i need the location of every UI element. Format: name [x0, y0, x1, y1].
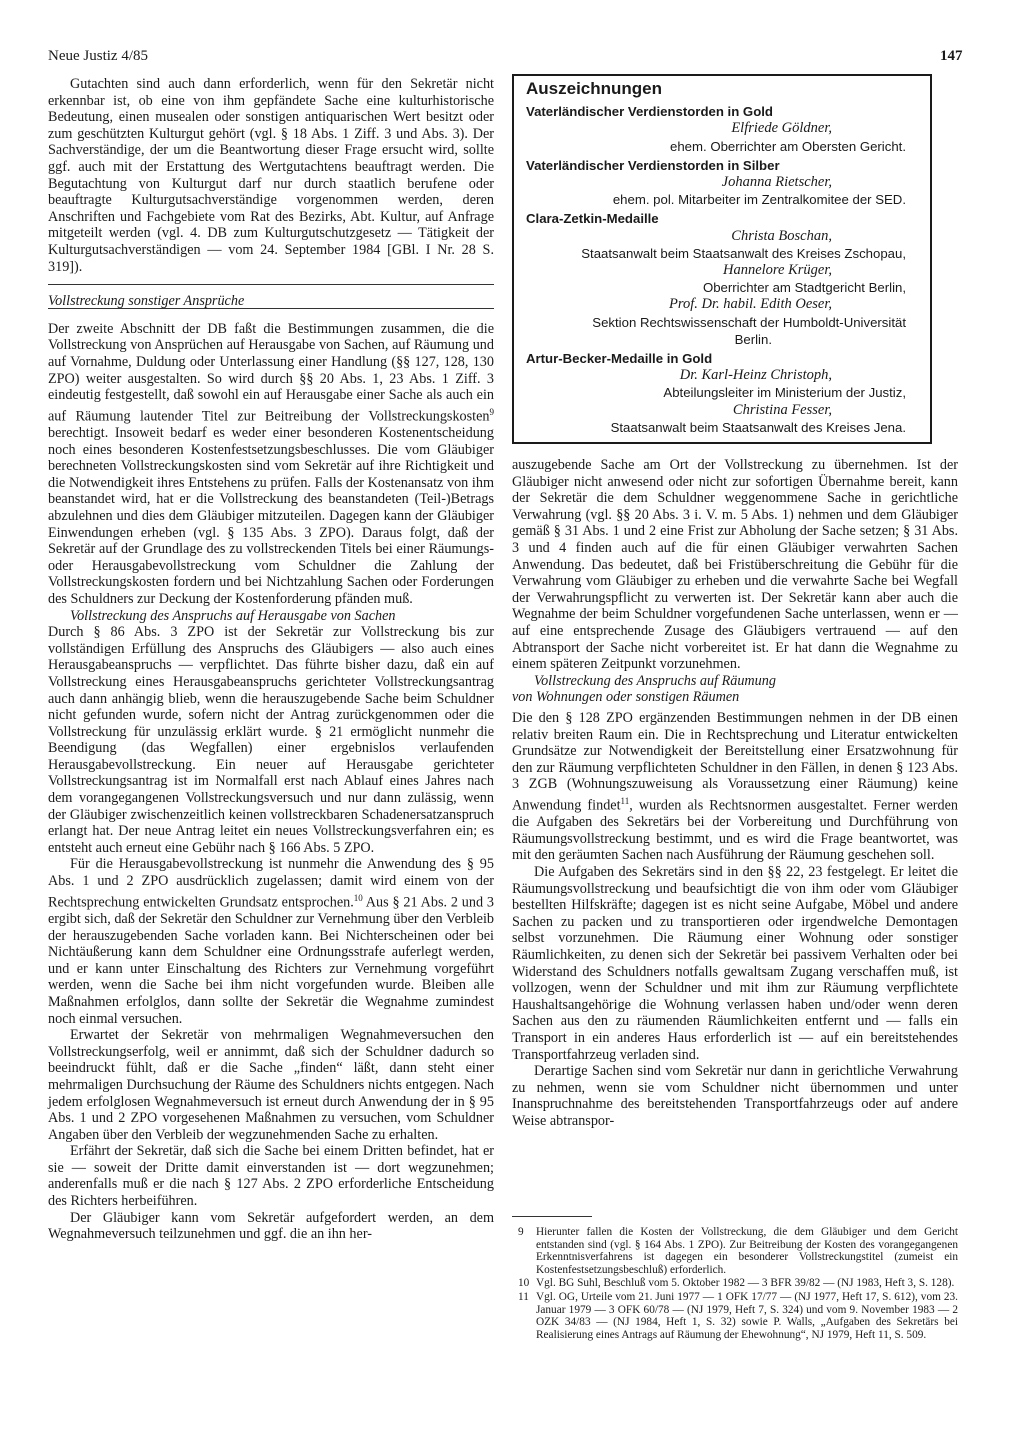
person-description: Staatsanwalt beim Staatsanwalt des Kreises Zschopau,: [581, 245, 906, 261]
person-description: ehem. Oberrichter am Obersten Gericht.: [670, 138, 906, 154]
subheading-raeumung: Vollstreckung des Anspruchs auf Räumung von Wohnungen oder sonstigen Räumen: [512, 672, 776, 706]
person-description: Staatsanwalt beim Staatsanwalt des Kreises Jena.: [610, 419, 906, 435]
right-column: [512, 457, 958, 1129]
footnote: 11 Vgl. OG, Urteile vom 21. Juni 1977 — 1 OFK 17/77 — (NJ 1977, Heft 17, S. 612), vom 23. Januar 1979 — 3 OFK 60/78 — (NJ 1979, Heft 7, S. 324) und vom 9. November 1983 — 2 OZK 34/83 — (NJ 1984, Heft 1, S. 32) sowie P. Walls, „Aufgaben des Sekretärs bei Realisierung eines Antrags auf Räumung der Ehewohnung“, NJ 1979, Heft 11, S. 509.: [518, 1290, 958, 1341]
footnote: 9 Hierunter fallen die Kosten der Vollstreckung, die dem Gläubiger und dem Gericht entstanden sind (vgl. § 164 Abs. 1 ZPO). Zur Beitreibung der Kosten des vorangegangenen Erkenntnisverfahrens ist dagegen ein besonderer Vollstreckungstitel (zumeist ein Kostenfestsetzungsbeschluß) erforderlich.: [518, 1226, 958, 1276]
person-description: Berlin.: [734, 331, 772, 347]
paragraph: Erwartet der Sekretär von mehrmaligen Wegnahmeversuchen den Vollstreckungserfolg, weil er annimmt, daß sich der Schuldner dadurch so beeindruckt fühlt, daß er die Sache „finden“ läßt, dann steht einer mehrmaligen Durchsuchung der Räume des Schuldners nichts entgegen. Nach jedem erfolglosen Wegnahmeversuch ist erneut durch Anwendung der in § 95 Abs. 1 und 2 ZPO vorgesehenen Maßnahmen zu versuchen, vom Schuldner Angaben über den Verbleib der wegzunehmenden Sache zu erhalten.: [48, 1027, 494, 1143]
paragraph: Der Gläubiger kann vom Sekretär aufgefordert werden, an dem Wegnahmeversuch teilzunehmen und ggf. die an ihn her-: [48, 1209, 494, 1243]
award-title: Clara-Zetkin-Medaille: [526, 211, 659, 227]
person-description: Abteilungsleiter im Ministerium der Justiz,: [663, 385, 906, 401]
person-name: Prof. Dr. habil. Edith Oeser,: [669, 296, 832, 313]
person-name: Dr. Karl-Heinz Christoph,: [679, 367, 832, 384]
footnotes: [518, 1226, 958, 1342]
paragraph: Die den § 128 ZPO ergänzenden Bestimmungen nehmen in der DB einen relativ breiten Raum ein. Die in Rechtsprechung und Literatur entwickelten Grundsätze zur Notwendigkeit der Bereitstellung einer Ersatzwohnung für den zur Räumung verpflichteten Schuldner in den Fällen, in denen § 123 Abs. 3 ZGB (Wohnungszuweisung als Voraussetzung einer Räumung) keine Anwendung findet$^{11}$, wurden als Rechtsnormen ausgestaltet. Ferner werden die Aufgaben des Sekretärs bei der Vorbereitung und Durchführung von Räumungsvollstreckung bestimmt, und es wird die Frage beantwortet, was mit den geräumten Sachen nach Ausführung der Räumung geschehen soll.: [512, 709, 958, 864]
award-title: Vaterländischer Verdienstorden in Gold: [526, 104, 773, 120]
journal-issue: Neue Justiz 4/85: [48, 48, 148, 64]
subheading-herausgabe: Vollstreckung des Anspruchs auf Herausgabe von Sachen: [70, 607, 396, 624]
awards-title: Auszeichnungen: [526, 79, 663, 98]
awards-box: [512, 74, 932, 444]
paragraph: Die Aufgaben des Sekretärs sind in den §§ 22, 23 festgelegt. Er leitet die Räumungsvollstreckung und beaufsichtigt die von ihm oder vom Gläubiger bestellten Hilfskräfte; dagegen ist es nicht seine Aufgabe, Möbel und andere Sachen zu packen und zu transportieren oder irgendwelche Demontagen selbst vorzunehmen. Die Räumung einer Wohnung oder sonstiger Räumlichkeiten, zu denen sich der Sekretär bei passivem Verhalten oder bei Widerstand des Schuldners notfalls gewaltsam Zugang verschaffen muß, ist vollzogen, wenn der Schuldner und mit ihm zur Räumung verpflichtete Haushaltsangehörige die Wohnung verlassen haben und/oder wenn deren Sachen aus den zu räumenden Räumlichkeiten entfernt und — falls ein Transport in ein anderes Haus erforderlich ist — auf ein bereitstehendes Transportfahrzeug verladen sind.: [512, 863, 958, 1063]
left-column: [48, 76, 494, 1243]
intro-paragraph: Gutachten sind auch dann erforderlich, wenn für den Sekretär nicht erkennbar ist, ob eine von ihm gepfändete Sache eine kulturhistorische Bedeutung, einen musealen oder sonstigen antiquarischen Wert besitzt oder zum geschützten Kulturgut gehört (vgl. § 18 Abs. 1 Ziff. 3 und Abs. 3). Der Sachverständige, der um die Beantwortung dieser Frage ersucht wird, sollte ggf. auch mit der Erstattung des Wertgutachtens beauftragt werden. Die Begutachtung von Kulturgut darf nur durch staatlich berufene oder beauftragte Kulturgutsachverständige vorgenommen werden, deren Anschriften und Fachgebiete vom Rat des Bezirks, Abt. Kultur, auf Anfrage mitgeteilt werden (vgl. 4. DB zum Kulturgutschutzgesetz — Tätigkeit der Kulturgutsachverständigen — vom 24. September 1984 [GBl. I Nr. 28 S. 319]).: [48, 76, 494, 275]
page-number: 147: [940, 48, 963, 64]
paragraph: Derartige Sachen sind vom Sekretär nur dann in gerichtliche Verwahrung zu nehmen, wenn sie vom Schuldner nicht übernommen und unter Inanspruchnahme des bereitstehenden Transportfahrzeugs oder auf andere Weise abtranspor-: [512, 1063, 958, 1129]
award-title: Artur-Becker-Medaille in Gold: [526, 351, 713, 367]
paragraph: auszugebende Sache am Ort der Vollstreckung zu übernehmen. Ist der Gläubiger nicht anwesend oder nicht zur sofortigen Übernahme bereit, kann der Sekretär die dem Schuldner weggenommene Sache in gerichtliche Verwahrung (vgl. §§ 20 Abs. 3 i. V. m. 5 Abs. 1) nehmen und dem Gläubiger gemäß § 31 Abs. 1 und 2 eine Frist zur Abholung der Sache setzen; § 31 Abs. 3 und 4 finden auch auf die für einen Gläubiger verwahrten Sachen Anwendung. Das bedeutet, daß bei Fristüberschreitung die Gebühr für die Verwahrung vom Gläubiger zu erheben und die verwahrte Sache bei Wegfall der Verwahrungspflicht zu verwerten ist. Der Sekretär kann aber auch die Wegnahme der beim Schuldner vorgefundenen Sache unterlassen, wenn er — auf eine entsprechende Zusage des Gläubigers vertrauend — auf den Abtransport der Sache nicht vorbereitet ist. Er hat dann die Wegnahme zu einem späteren Zeitpunkt vorzunehmen.: [512, 457, 958, 673]
section-heading: Vollstreckung sonstiger Ansprüche: [48, 293, 245, 310]
footnote-ref-10: 10: [353, 892, 363, 903]
footnote-ref-9: 9: [489, 406, 494, 417]
paragraph: Durch § 86 Abs. 3 ZPO ist der Sekretär zur Vollstreckung bis zur vollständigen Erfüllung des Anspruchs des Gläubigers — also auch eines Herausgabeanspruchs — verpflichtet. Das führte bisher dazu, daß ein auf Vollstreckung eines Herausgabeanspruchs gerichteter Vollstreckungsantrag auch dann anhängig blieb, wenn die herauszugebende Sache beim Schuldner nicht gefunden wurde, sofern nicht der Antrag zurückgenommen oder die Vollstreckung für unzulässig erklärt wurde. § 21 ermöglicht nunmehr die Beendigung (das Wegfallen) einer ergebnislos verlaufenden Herausgabevollstreckung. Ein neuer auf Herausgabe gerichteter Vollstreckungsantrag ist im Normalfall erst nach Ablauf eines Jahres nach dem vorangegangenen Vollstreckungsversuch und nur dann zulässig, wenn der Gläubiger zwischenzeitlich keinen vollstreckbaren Schadenersatzanspruch erlangt hat. Der neue Antrag leitet ein neues Vollstreckungsverfahren ein; es entsteht auch erneut eine Gebühr nach § 166 Abs. 5 ZPO.: [48, 624, 494, 856]
footnote-divider: [512, 1216, 592, 1217]
person-description: Sektion Rechtswissenschaft der Humboldt-Universität: [592, 314, 906, 330]
person-name: Hannelore Krüger,: [722, 262, 832, 279]
section-paragraph: Der zweite Abschnitt der DB faßt die Bestimmungen zusammen, die die Vollstreckung von Ansprüchen auf Herausgabe von Sachen, auf Räumung und auf Vornahme, Duldung oder Unterlassung einer Handlung (§§ 127, 128, 130 ZPO) weiter ausgestalten. So wird durch §§ 20 Abs. 1, 23 Abs. 1 Ziff. 3 eindeutig festgestellt, daß sowohl ein auf Herausgabe einer Sache als auch ein auf Räumung lautender Titel zur Beitreibung der Vollstreckungskosten$^9$ berechtigt. Insoweit bedarf es weder einer besonderen Kostenentscheidung noch eines besonderen Kostenfestsetzungsbeschlusses. Die vom Gläubiger berechneten Vollstreckungskosten sind vom Sekretär auf ihre Richtigkeit und die Notwendigkeit ihres Entstehens zu prüfen. Falls der Kostenansatz von ihm beanstandet wird, hat er die Vollstreckung des beanstandeten (Teil-)Betrags abzulehnen und dies dem Gläubiger mitzuteilen. Dagegen kann der Gläubiger Einwendungen erheben (vgl. § 135 Abs. 3 ZPO). Daraus folgt, daß der Sekretär auf der Grundlage des zu vollstreckenden Titels bei einer Räumungs- oder Herausgabevollstreckung vom Schuldner die Zahlung der Vollstreckungskosten fordern und bei Nichtzahlung Sachen oder Forderungen des Schuldners zur Deckung der Kostenforderung pfänden muß.: [48, 320, 494, 607]
person-description: ehem. pol. Mitarbeiter im Zentralkomitee der SED.: [612, 192, 906, 208]
person-name: Johanna Rietscher,: [721, 174, 832, 191]
footnote-ref-11: 11: [620, 795, 630, 806]
section-divider: [48, 284, 494, 285]
person-name: Elfriede Göldner,: [731, 120, 832, 137]
person-name: Christa Boschan,: [731, 227, 832, 244]
footnote: 10 Vgl. BG Suhl, Beschluß vom 5. Oktober 1982 — 3 BFR 39/82 — (NJ 1983, Heft 3, S. 128).: [518, 1277, 955, 1290]
person-description: Oberrichter am Stadtgericht Berlin,: [702, 280, 906, 296]
paragraph: Für die Herausgabevollstreckung ist nunmehr die Anwendung des § 95 Abs. 1 und 2 ZPO ausdrücklich zugelassen; damit wird einem von der Rechtsprechung entwickelten Grundsatz entsprochen.$^{10}$ Aus § 21 Abs. 2 und 3 ergibt sich, daß der Sekretär den Schuldner zur Vernehmung über den Verbleib der herauszugebenden Sache vorladen kann. Bei Nichterscheinen oder bei Nichtäußerung kann dem Schuldner eine Ordnungsstrafe auferlegt werden, und er kann unter Einschaltung des Richters zur Vernehmung vorgeführt werden, wenn die Sache bei ihm nicht vorgefunden wurde. Bleiben alle Maßnahmen erfolglos, dann sollte der Sekretär die Wegnahme zumindest noch einmal versuchen.: [48, 856, 494, 1027]
person-name: Christina Fesser,: [732, 401, 832, 418]
paragraph: Erfährt der Sekretär, daß sich die Sache bei einem Dritten befindet, hat er sie — soweit der Dritte damit einverstanden ist — dort wegzunehmen; anderenfalls muß er die nach § 127 Abs. 2 ZPO erforderliche Entscheidung des Richters herbeiführen.: [48, 1143, 494, 1210]
award-title: Vaterländischer Verdienstorden in Silber: [526, 157, 780, 173]
